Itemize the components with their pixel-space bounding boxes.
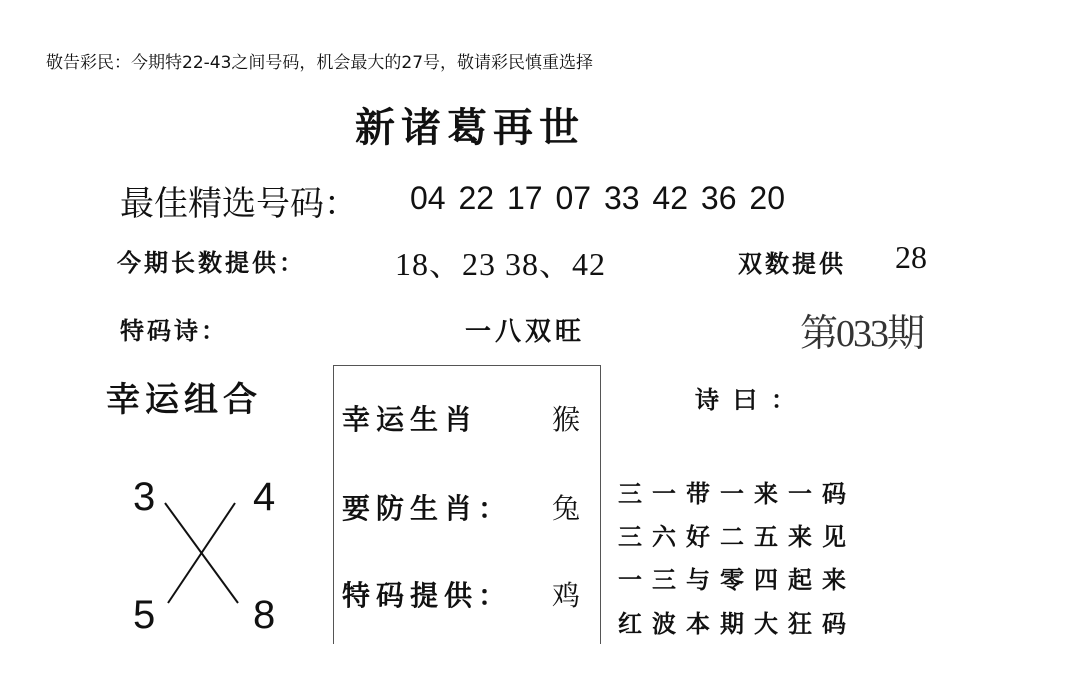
guard-zodiac-value: 兔: [552, 492, 581, 525]
special-code-row: [342, 574, 581, 614]
lucky-number: 8: [253, 593, 276, 637]
cross-lines-icon: [150, 495, 250, 610]
long-numbers-label: 今期长数提供：: [117, 249, 306, 277]
lucky-zodiac-row: [342, 398, 581, 438]
lucky-number: 4: [253, 475, 276, 519]
special-poem-label: 特码诗：: [120, 317, 228, 345]
issue-number: 第033期: [800, 313, 924, 355]
lucky-combo-label: 幸运组合: [106, 380, 262, 420]
lucky-zodiac-value: 猴: [552, 403, 581, 436]
poem-line: 一三与零四起来: [618, 566, 856, 594]
notice-text: 敬告彩民：今期特22-43之间号码，机会最大的27号，敬请彩民慎重选择: [46, 53, 594, 73]
lucky-zodiac-label: 幸运生肖: [342, 403, 479, 436]
poem-heading: 诗曰：: [695, 386, 809, 414]
page-title: 新诸葛再世: [355, 105, 585, 151]
even-numbers-value: 28: [895, 239, 927, 275]
guard-zodiac-row: [342, 487, 581, 527]
best-numbers-label: 最佳精选号码：: [120, 184, 358, 224]
special-code-value: 鸡: [552, 579, 581, 612]
best-numbers-value: 04 22 17 07 33 42 36 20: [410, 180, 785, 216]
poem-line: 三一带一来一码: [618, 480, 856, 508]
special-code-label: 特码提供：: [342, 579, 513, 612]
poem-line: 三六好二五来见: [618, 523, 856, 551]
lucky-number: 5: [133, 593, 156, 637]
guard-zodiac-label: 要防生肖：: [342, 492, 513, 525]
even-numbers-label: 双数提供: [738, 250, 846, 278]
poem-line: 红波本期大狂码: [618, 610, 856, 638]
special-poem-value: 一八双旺: [465, 317, 586, 347]
lucky-number: 3: [133, 475, 156, 519]
long-numbers-value: 18、23 38、42: [395, 246, 607, 282]
